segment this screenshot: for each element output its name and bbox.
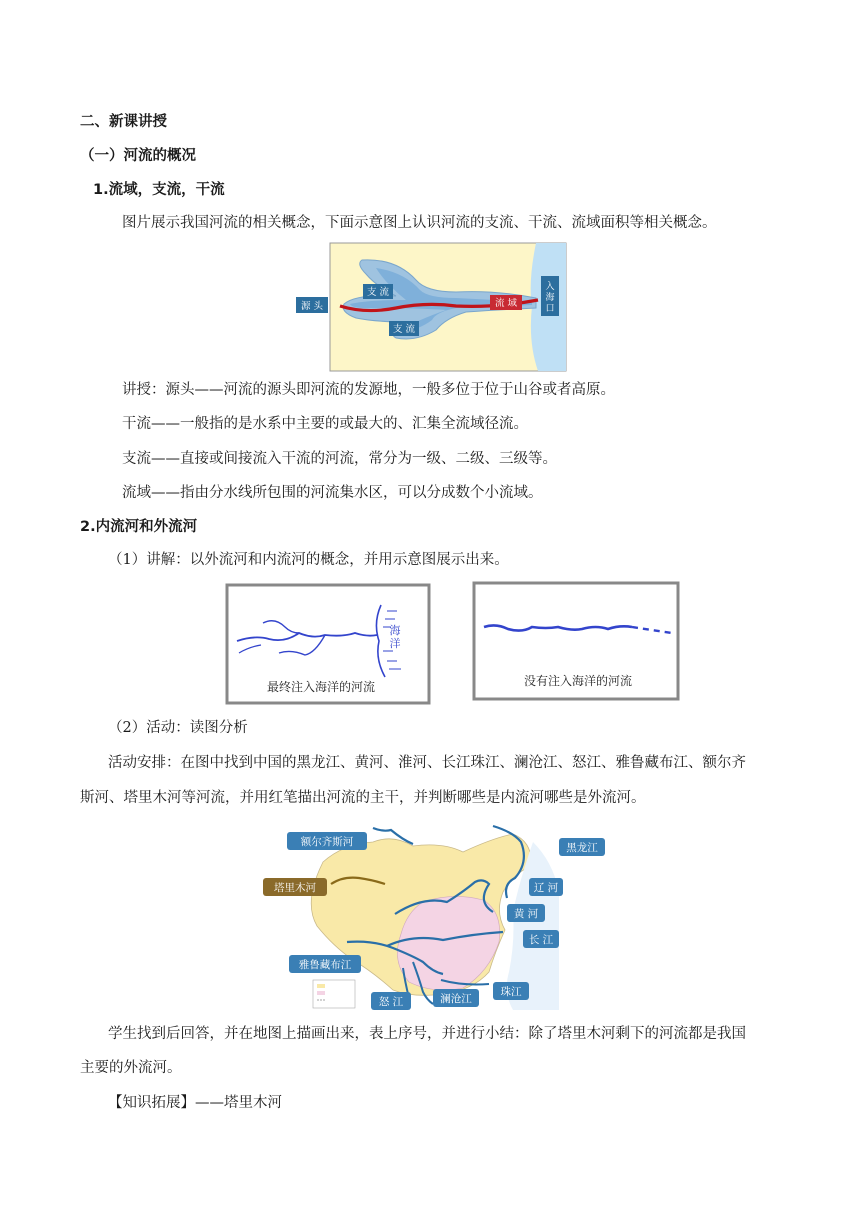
section-title: 二、新课讲授 xyxy=(80,114,167,130)
inner-river-diagram xyxy=(472,581,680,701)
label-mouth-1: 入 xyxy=(545,282,555,292)
outer-caption: 最终注入海洋的河流 xyxy=(266,680,376,694)
map-label-lancang: 澜沧江 xyxy=(440,993,472,1005)
label-tributary-top: 支 流 xyxy=(366,287,390,298)
topic2-heading: 2.内流河和外流河 xyxy=(80,519,198,535)
activity-line-1: 活动安排：在图中找到中国的黑龙江、黄河、淮河、长江珠江、澜沧江、怒江、雅鲁藏布江、额尔齐 xyxy=(108,755,746,771)
map-label-nujiang: 怒 江 xyxy=(378,996,404,1008)
china-rivers-map xyxy=(263,822,609,1012)
explain-basin: 流域——指由分水线所包围的河流集水区，可以分成数个小流域。 xyxy=(122,485,543,501)
explain-source: 讲授：源头——河流的源头即河流的发源地，一般多位于位于山谷或者高原。 xyxy=(122,382,615,398)
label-basin: 流 域 xyxy=(494,298,518,309)
step2-text: （2）活动：读图分析 xyxy=(108,720,248,736)
topic1-heading: 1.流域，支流，干流 xyxy=(93,182,225,198)
river-basin-diagram xyxy=(296,242,568,372)
label-source: 源 头 xyxy=(300,301,324,312)
sea-char-1: 海 xyxy=(389,624,401,637)
knowledge-extension: 【知识拓展】——塔里木河 xyxy=(108,1095,282,1111)
outer-river-diagram xyxy=(225,583,431,705)
map-label-huanghe: 黄 河 xyxy=(513,908,539,920)
summary-line-2: 主要的外流河。 xyxy=(80,1060,182,1076)
subsection-title: （一）河流的概况 xyxy=(80,148,196,164)
topic1-intro: 图片展示我国河流的相关概念，下面示意图上认识河流的支流、干流、流域面积等相关概念。 xyxy=(122,215,717,231)
map-label-heilongjiang: 黑龙江 xyxy=(566,842,598,854)
activity-line-2: 斯河、塔里木河等河流，并用红笔描出河流的主干，并判断哪些是内流河哪些是外流河。 xyxy=(80,790,646,806)
summary-line-1: 学生找到后回答，并在地图上描画出来，表上序号，并进行小结：除了塔里木河剩下的河流都是我国 xyxy=(108,1026,746,1042)
label-mouth-3: 口 xyxy=(545,304,555,314)
map-label-erqisi: 额尔齐斯河 xyxy=(300,836,354,848)
step1-text: （1）讲解：以外流河和内流河的概念，并用示意图展示出来。 xyxy=(108,552,509,568)
sea-char-2: 洋 xyxy=(389,637,401,650)
map-label-changjiang: 长 江 xyxy=(528,934,554,946)
map-label-talimu: 塔里木河 xyxy=(274,882,316,894)
map-label-yarlung: 雅鲁藏布江 xyxy=(298,959,352,971)
label-tributary-bottom: 支 流 xyxy=(392,324,416,335)
map-label-zhujiang: 珠江 xyxy=(500,986,522,998)
label-mouth-2: 海 xyxy=(545,293,555,303)
explain-tributary: 支流——直接或间接流入干流的河流，常分为一级、二级、三级等。 xyxy=(122,451,557,467)
map-label-liaohe: 辽 河 xyxy=(533,882,559,894)
explain-main: 干流——一般指的是水系中主要的或最大的、汇集全流域径流。 xyxy=(122,416,528,432)
inner-caption: 没有注入海洋的河流 xyxy=(523,674,633,688)
